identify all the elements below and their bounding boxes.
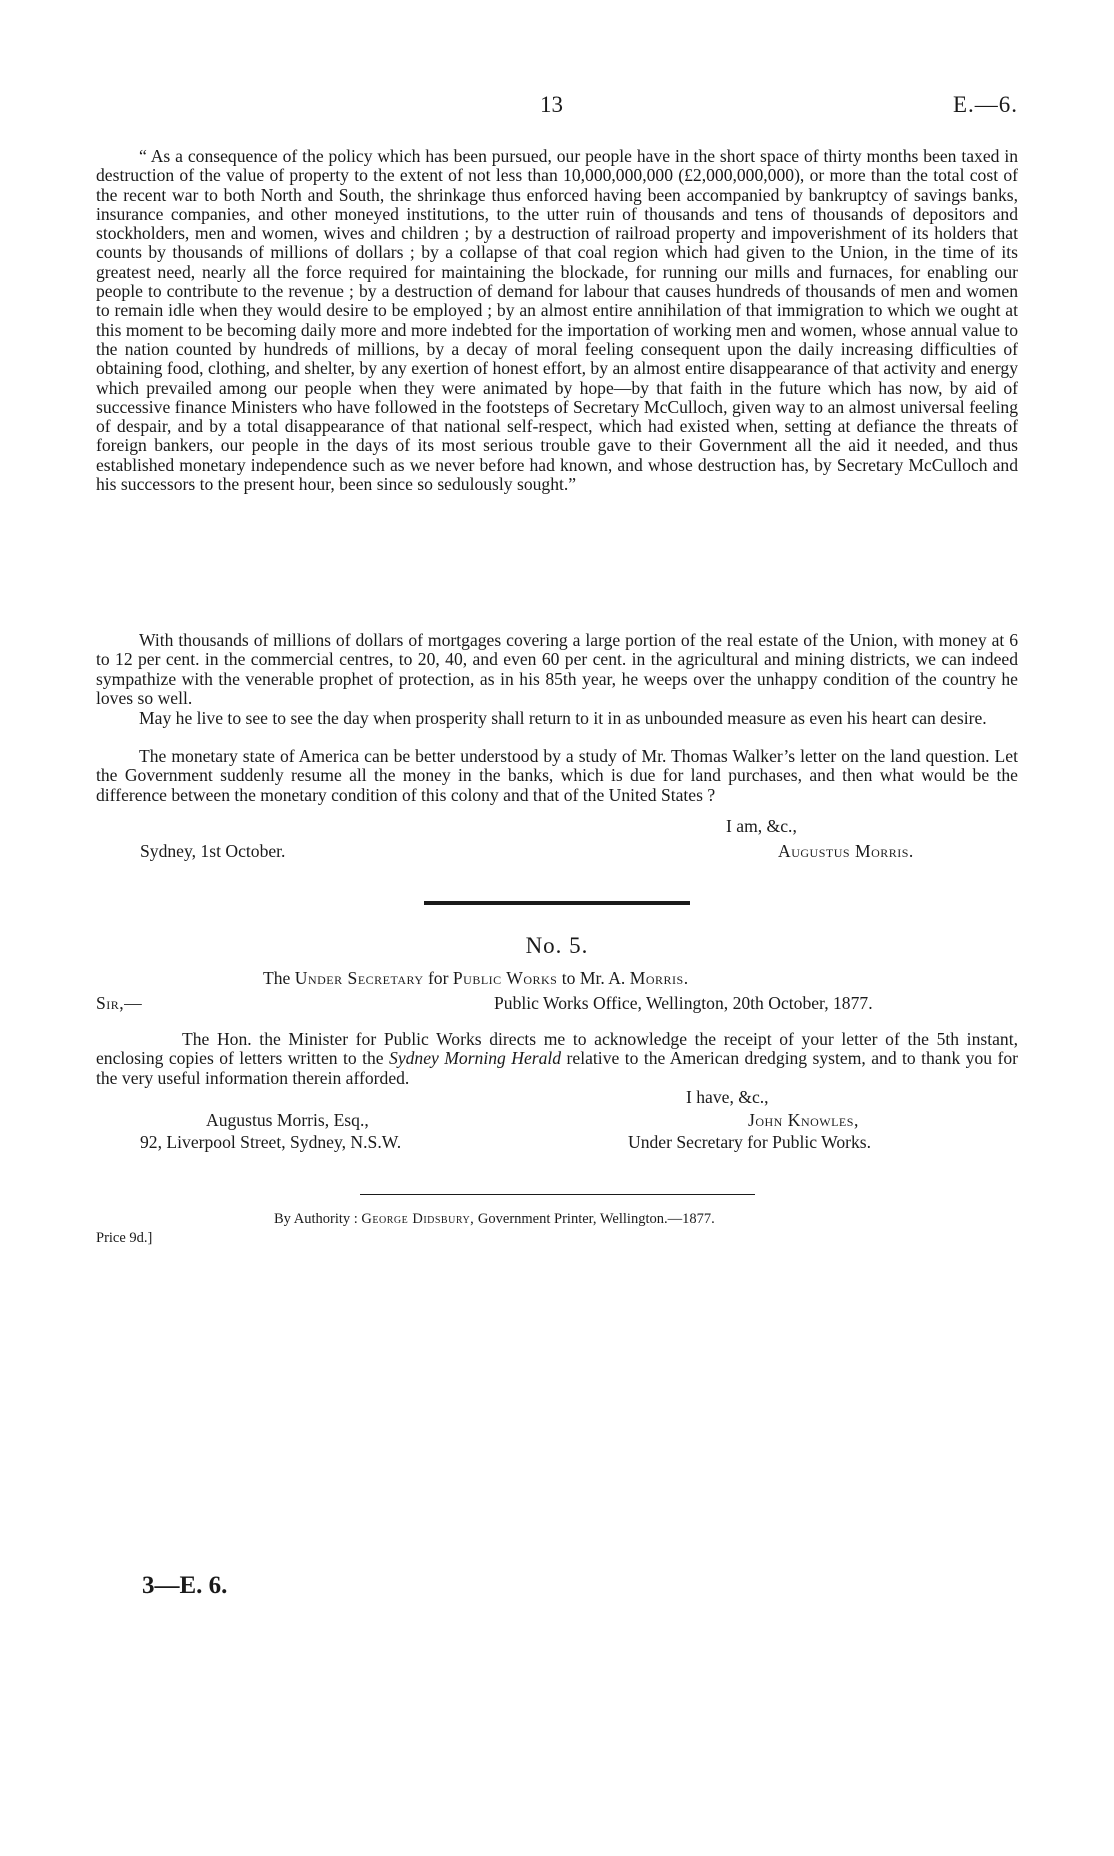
body-text-start: The Hon. the Minister for Public Works directs me to acknowledge the receipt of your letter of the 5th instant, enclosing copies of letters written to the: [96, 1029, 1018, 1069]
body-text-end: relative to the American dredging system, and to thank you for the very useful information therein afforded.: [96, 1048, 1018, 1088]
quoted-passage: [96, 147, 1018, 494]
price-label: Price 9d.]: [96, 1230, 153, 1246]
recipient-address: 92, Liverpool Street, Sydney, N.S.W.: [140, 1132, 402, 1152]
signature-title: Under Secretary for Public Works.: [628, 1132, 872, 1152]
paragraph-text: May he live to see to see the day when prosperity shall return to it in as unbounded measure as even his heart can desire.: [139, 708, 987, 728]
document-reference: E.—6.: [952, 92, 1018, 117]
letter-signature: John Knowles,: [748, 1110, 859, 1130]
imprint-printer-details: Government Printer, Wellington.—1877.: [477, 1211, 715, 1227]
sender-address: Public Works Office, Wellington, 20th October, 1877.: [494, 993, 873, 1013]
quote-paragraph: “ As a consequence of the policy which has been pursued, our people have in the short space of thirty months been taxed in destruction of the value of property to the extent of not less than 10,000,000,000 (£2,000,000,000), or more than the total cost of the recent war to both North and South, the shrinkage thus enforced having been accompanied by bankruptcy of savings banks, insurance companies, and other moneyed institutions, to the utter ruin of thousands and tens of thousands of depositors and stockholders, men and women, wives and children ; by a destruction of railroad property and impoverishment of its holders that counts by thousands of millions of dollars ; by a collapse of that coal region which had given to the Union, in the time of its greatest need, nearly all the force required for maintaining the blockade, for running our mills and furnaces, for enabling our people to contribute to the revenue ; by a destruction of demand for labour that causes hundreds of thousands of men and women to remain idle when they would desire to be employed ; by an almost entire annihilation of that immigration to which we ought at this moment to be becoming daily more and more indebted for the importation of working men and women, whose annual value to the nation counted by hundreds of millions, by a decay of moral feeling consequent upon the daily increasing difficulties of obtaining food, clothing, and shelter, by any exertion of honest effort, by an almost entire disappearance of that activity and energy which prevailed among our people when they were animated by hope—by that faith in the future which has now, by aid of successive finance Ministers who have followed in the footsteps of Secretary McCulloch, given way to an almost universal feeling of despair, and by a total disappearance of that national self-respect, which had existed when, setting at defiance the threats of foreign bankers, our people in the days of its most serious trouble gave to their Government all the aid it needed, and thus established monetary independence such as we never before had known, and whose destruction has, by Secretary McCulloch and his successors to the present hour, been since so sedulously sought.”: [96, 146, 1018, 495]
letter-place-date: Sydney, 1st October.: [140, 841, 286, 861]
monetary-state-paragraph: [96, 747, 1018, 805]
heading-sender: Under Secretary: [294, 968, 424, 988]
letter-number: No. 5.: [525, 933, 589, 958]
page-number: 13: [540, 92, 563, 117]
newspaper-name: Sydney Morning Herald: [389, 1048, 562, 1069]
letter-body-text: [96, 1030, 1018, 1088]
recipient-name: Augustus Morris, Esq.,: [206, 1110, 369, 1130]
letter-heading: [263, 968, 689, 988]
signature-mark: 3—E. 6.: [142, 1572, 228, 1599]
letter-closing: I am, &c.,: [726, 816, 797, 836]
imprint-authority: By Authority :: [274, 1211, 358, 1227]
imprint-divider: [360, 1194, 755, 1195]
heading-word: The: [263, 968, 291, 988]
section-divider: [424, 901, 690, 905]
printer-imprint: [274, 1211, 715, 1228]
paragraph-text: With thousands of millions of dollars of mortgages covering a large portion of the real estate of the Union, with money at 6 to 12 per cent. in the commercial centres, to 20, 40, and even 60 per cent. in the agricultural and mining districts, we can indeed sympathize with the venerable prophet of protection, as in his 85th year, he weeps over the unhappy condition of the country he loves so well.: [96, 630, 1018, 708]
letter-signature: Augustus Morris.: [778, 841, 914, 861]
letter-closing: I have, &c.,: [686, 1087, 769, 1107]
letter-body: [96, 1030, 1018, 1088]
prosperity-paragraph: [96, 709, 1018, 728]
imprint-printer-name: George Didsbury,: [361, 1211, 475, 1227]
heading-recipient-name: Morris.: [629, 968, 689, 988]
heading-recipient: to Mr. A.: [561, 968, 626, 988]
paragraph-text: The monetary state of America can be better understood by a study of Mr. Thomas Walker’s letter on the land question. Let the Government suddenly resume all the money in the banks, which is due for land purchases, and then what would be the difference between the monetary condition of this colony and that of the United States ?: [96, 746, 1018, 805]
heading-word: for: [427, 968, 449, 988]
mortgages-paragraph: [96, 631, 1018, 708]
salutation: Sir,—: [96, 993, 143, 1013]
heading-department: Public Works: [452, 968, 558, 988]
